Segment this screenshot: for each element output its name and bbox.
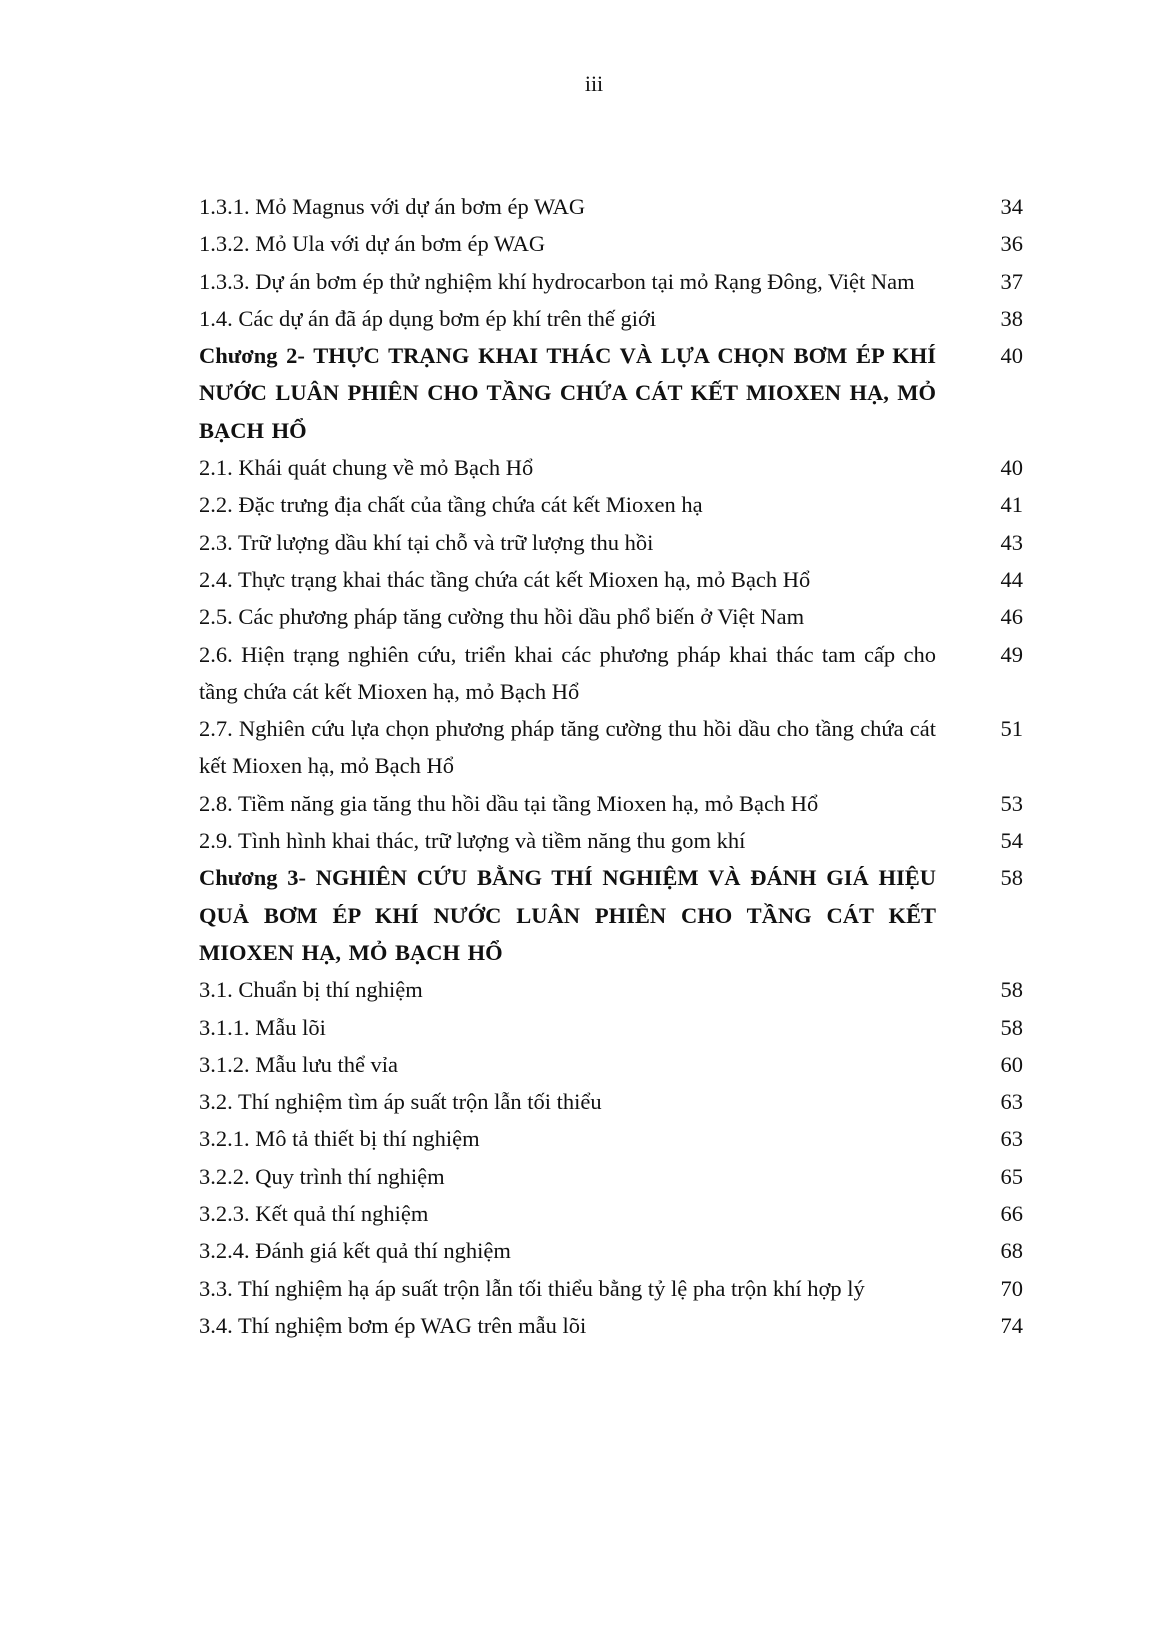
toc-entry-title: 3.2.3. Kết quả thí nghiệm: [199, 1201, 429, 1227]
toc-entry: [199, 636, 1027, 711]
toc-entry: [199, 263, 1027, 300]
toc-chapter-entry: [199, 337, 1027, 449]
toc-entry: [199, 1009, 1027, 1046]
toc-entry-page-number: 46: [1000, 604, 1023, 630]
toc-entry-title: 2.1. Khái quát chung về mỏ Bạch Hổ: [199, 455, 534, 481]
toc-entry: [199, 971, 1027, 1008]
toc-entry: [199, 598, 1027, 635]
toc-entry: [199, 1307, 1027, 1344]
toc-entry-title: 2.4. Thực trạng khai thác tầng chứa cát kết Mioxen hạ, mỏ Bạch Hổ: [199, 566, 811, 592]
toc-entry-page-number: 37: [1000, 268, 1023, 294]
toc-entry-page-number: 70: [1000, 1275, 1023, 1301]
toc-entry-page-number: 68: [1000, 1238, 1023, 1264]
toc-entry-page-number: 36: [1000, 231, 1023, 257]
toc-entry-title: 2.8. Tiềm năng gia tăng thu hồi dầu tại tầng Mioxen hạ, mỏ Bạch Hổ: [199, 790, 819, 816]
toc-entry-title: 3.1.2. Mẫu lưu thể vỉa: [199, 1051, 399, 1077]
toc-entry-page-number: 43: [1000, 529, 1023, 555]
toc-entry-page-number: 58: [1000, 1014, 1023, 1040]
toc-entry-page-number: 54: [1000, 828, 1023, 854]
toc-entry-page-number: 51: [1000, 716, 1023, 742]
toc-entry-title: 1.3.3. Dự án bơm ép thử nghiệm khí hydrocarbon tại mỏ Rạng Đông, Việt Nam: [199, 268, 915, 294]
toc-entry: [199, 710, 1027, 785]
toc-entry-page-number: 40: [1000, 455, 1023, 481]
toc-entry-page-number: 41: [1000, 492, 1023, 518]
toc-entry-page-number: 74: [1000, 1312, 1023, 1338]
toc-entry-title: 2.7. Nghiên cứu lựa chọn phương pháp tăng cường thu hồi dầu cho tầng chứa cát kết Mioxen hạ, mỏ Bạch Hổ: [199, 716, 936, 779]
toc-entry-page-number: 60: [1000, 1051, 1023, 1077]
toc-entry-title: 3.1. Chuẩn bị thí nghiệm: [199, 977, 423, 1003]
toc-entry-page-number: 63: [1000, 1126, 1023, 1152]
toc-entry-title: 3.2. Thí nghiệm tìm áp suất trộn lẫn tối thiểu: [199, 1089, 602, 1115]
toc-entry-page-number: 65: [1000, 1163, 1023, 1189]
toc-entry: [199, 561, 1027, 598]
toc-entry: [199, 1120, 1027, 1157]
toc-entry: [199, 1270, 1027, 1307]
toc-entry-page-number: 34: [1000, 194, 1023, 219]
toc-entry-page-number: 40: [1000, 343, 1023, 369]
toc-entry-page-number: 49: [1000, 641, 1023, 667]
toc-entry-title: 2.2. Đặc trưng địa chất của tầng chứa cát kết Mioxen hạ: [199, 492, 703, 518]
toc-entry: [199, 1195, 1027, 1232]
toc-entry-title: 1.4. Các dự án đã áp dụng bơm ép khí trên thế giới: [199, 305, 657, 331]
toc-entry-title: 2.3. Trữ lượng dầu khí tại chỗ và trữ lượng thu hồi: [199, 529, 654, 555]
toc-entry-page-number: 58: [1000, 865, 1023, 891]
toc-entry: [199, 785, 1027, 822]
toc-entry-title: Chương 2- THỰC TRẠNG KHAI THÁC VÀ LỰA CHỌN BƠM ÉP KHÍ NƯỚC LUÂN PHIÊN CHO TẦNG CHỨA CÁT KẾT MIOXEN HẠ, MỎ BẠCH HỔ: [199, 343, 936, 443]
toc-entry-title: 3.2.4. Đánh giá kết quả thí nghiệm: [199, 1238, 511, 1264]
toc-entry-page-number: 66: [1000, 1201, 1023, 1227]
toc-entry: [199, 225, 1027, 262]
toc-entry: [199, 300, 1027, 337]
toc-entry: [199, 1158, 1027, 1195]
toc-entry: [199, 188, 1027, 225]
toc-entry-page-number: 53: [1000, 790, 1023, 816]
toc-entry-title: 2.9. Tình hình khai thác, trữ lượng và tiềm năng thu gom khí: [199, 828, 746, 854]
toc-entry-title: 3.1.1. Mẫu lõi: [199, 1014, 326, 1040]
toc-entry: [199, 1046, 1027, 1083]
toc-entry: [199, 1232, 1027, 1269]
toc-chapter-entry: [199, 859, 1027, 971]
toc-entry-title: 2.6. Hiện trạng nghiên cứu, triển khai các phương pháp khai thác tam cấp cho tầng chứa cát kết Mioxen hạ, mỏ Bạch Hổ: [199, 641, 936, 704]
toc-entry-page-number: 44: [1000, 566, 1023, 592]
toc-entry-title: 2.5. Các phương pháp tăng cường thu hồi dầu phổ biến ở Việt Nam: [199, 604, 805, 630]
toc-entry: [199, 486, 1027, 523]
toc-entry-title: 3.2.1. Mô tả thiết bị thí nghiệm: [199, 1126, 480, 1152]
toc-entry: [199, 1083, 1027, 1120]
toc-entry: [199, 822, 1027, 859]
toc-entry-title: 3.3. Thí nghiệm hạ áp suất trộn lẫn tối thiểu bằng tỷ lệ pha trộn khí hợp lý: [199, 1275, 865, 1301]
toc-entry-page-number: 58: [1000, 977, 1023, 1003]
toc-entry-title: Chương 3- NGHIÊN CỨU BẰNG THÍ NGHIỆM VÀ ĐÁNH GIÁ HIỆU QUẢ BƠM ÉP KHÍ NƯỚC LUÂN PHIÊN CHO TẦNG CÁT KẾT MIOXEN HẠ, MỎ BẠCH HỔ: [199, 865, 936, 965]
toc-entry-title: 3.2.2. Quy trình thí nghiệm: [199, 1163, 445, 1189]
toc-entry-title: 3.4. Thí nghiệm bơm ép WAG trên mẫu lõi: [199, 1312, 587, 1338]
toc-entry-page-number: 38: [1000, 305, 1023, 331]
table-of-contents: [199, 188, 1027, 1344]
toc-entry: [199, 449, 1027, 486]
page-number: iii: [584, 71, 604, 96]
toc-entry-title: 1.3.1. Mỏ Magnus với dự án bơm ép WAG: [199, 194, 586, 219]
toc-entry-page-number: 63: [1000, 1089, 1023, 1115]
toc-entry-title: 1.3.2. Mỏ Ula với dự án bơm ép WAG: [199, 231, 546, 257]
toc-entry: [199, 524, 1027, 561]
